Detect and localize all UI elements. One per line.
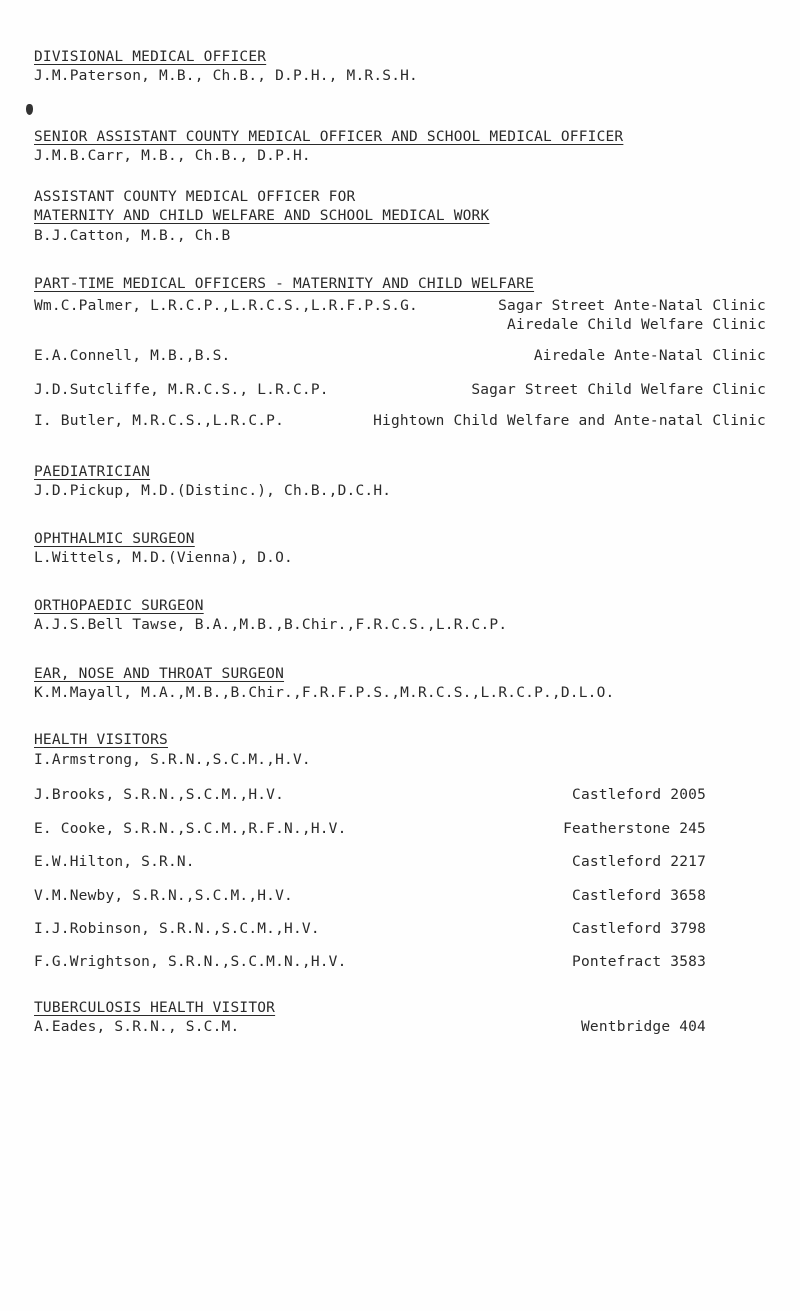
officer-clinic: Sagar Street Ante-Natal Clinic (498, 298, 766, 314)
senior-assistant-name: J.M.B.Carr, M.B., Ch.B., D.P.H. (34, 148, 311, 164)
paediatrician-name: J.D.Pickup, M.D.(Distinc.), Ch.B.,D.C.H. (34, 483, 392, 499)
health-visitor-location: Featherstone 245 (563, 821, 706, 837)
health-visitor-name: V.M.Newby, S.R.N.,S.C.M.,H.V. (34, 888, 293, 904)
assistant-name: B.J.Catton, M.B., Ch.B (34, 228, 231, 244)
senior-assistant-heading: SENIOR ASSISTANT COUNTY MEDICAL OFFICER AND SCHOOL MEDICAL OFFICER (34, 129, 624, 145)
officer-clinic: Sagar Street Child Welfare Clinic (471, 382, 766, 398)
health-visitor-location: Pontefract 3583 (572, 954, 706, 970)
ent-name: K.M.Mayall, M.A.,M.B.,B.Chir.,F.R.F.P.S.,M.R.C.S.,L.R.C.P.,D.L.O. (34, 685, 615, 701)
officer-name: I. Butler, M.R.C.S.,L.R.C.P. (34, 413, 285, 429)
health-visitor-location: Castleford 3658 (572, 888, 706, 904)
tb-visitor-heading: TUBERCULOSIS HEALTH VISITOR (34, 1000, 276, 1016)
assistant-heading-line2: MATERNITY AND CHILD WELFARE AND SCHOOL MEDICAL WORK (34, 208, 490, 224)
health-visitor-name: F.G.Wrightson, S.R.N.,S.C.M.N.,H.V. (34, 954, 347, 970)
health-visitor-name: E. Cooke, S.R.N.,S.C.M.,R.F.N.,H.V. (34, 821, 347, 837)
officer-clinic: Airedale Child Welfare Clinic (507, 317, 766, 333)
part-time-heading: PART-TIME MEDICAL OFFICERS - MATERNITY AND CHILD WELFARE (34, 276, 535, 292)
officer-name: J.D.Sutcliffe, M.R.C.S., L.R.C.P. (34, 382, 329, 398)
assistant-heading-line1: ASSISTANT COUNTY MEDICAL OFFICER FOR (34, 189, 356, 205)
tb-visitor-location: Wentbridge 404 (580, 1019, 706, 1035)
orthopaedic-name: A.J.S.Bell Tawse, B.A.,M.B.,B.Chir.,F.R.C.S.,L.R.C.P. (34, 617, 508, 633)
health-visitor-name: I.Armstrong, S.R.N.,S.C.M.,H.V. (34, 752, 311, 768)
ophthalmic-heading: OPHTHALMIC SURGEON (34, 531, 195, 547)
health-visitor-name: I.J.Robinson, S.R.N.,S.C.M.,H.V. (34, 921, 320, 937)
officer-name: Wm.C.Palmer, L.R.C.P.,L.R.C.S.,L.R.F.P.S.G. (34, 298, 418, 314)
ent-heading: EAR, NOSE AND THROAT SURGEON (34, 666, 285, 682)
tb-visitor-name: A.Eades, S.R.N., S.C.M. (34, 1019, 240, 1035)
orthopaedic-heading: ORTHOPAEDIC SURGEON (34, 598, 204, 614)
ophthalmic-name: L.Wittels, M.D.(Vienna), D.O. (34, 550, 293, 566)
ink-blot-mark (26, 104, 33, 115)
officer-clinic: Hightown Child Welfare and Ante-natal Clinic (373, 413, 766, 429)
health-visitors-heading: HEALTH VISITORS (34, 732, 168, 748)
officer-clinic: Airedale Ante-Natal Clinic (533, 348, 766, 364)
divisional-name: J.M.Paterson, M.B., Ch.B., D.P.H., M.R.S.H. (34, 68, 418, 84)
health-visitor-name: E.W.Hilton, S.R.N. (34, 854, 195, 870)
health-visitor-location: Castleford 2005 (572, 787, 706, 803)
officer-name: E.A.Connell, M.B.,B.S. (34, 348, 231, 364)
health-visitor-name: J.Brooks, S.R.N.,S.C.M.,H.V. (34, 787, 285, 803)
health-visitor-location: Castleford 2217 (572, 854, 706, 870)
paediatrician-heading: PAEDIATRICIAN (34, 464, 151, 480)
divisional-heading: DIVISIONAL MEDICAL OFFICER (34, 49, 267, 65)
health-visitor-location: Castleford 3798 (572, 921, 706, 937)
